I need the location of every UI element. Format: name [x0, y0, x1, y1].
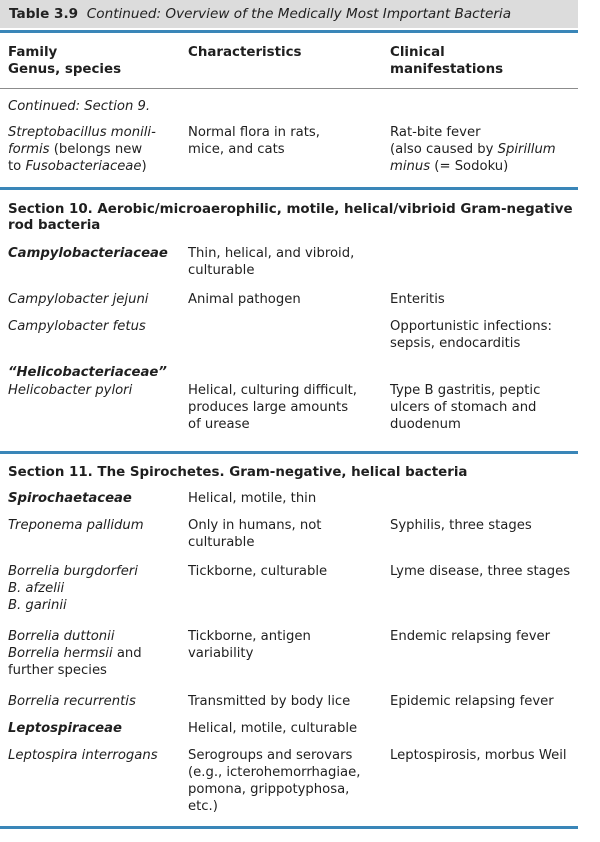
family-spirochaetaceae: Spirochaetaceae [8, 491, 132, 506]
characteristics: Only in humans, not culturable [188, 518, 322, 550]
species-fetus: Campylobacter fetus [8, 319, 146, 334]
characteristics: Helical, motile, culturable [188, 721, 358, 736]
header-family: Family Genus, species [8, 45, 122, 77]
species-pallidum: Treponema pallidum [8, 518, 144, 533]
section-11-heading: Section 11. The Spirochetes. Gram-negative, helical bacteria [8, 465, 468, 480]
title-rule [0, 30, 578, 33]
characteristics: Tickborne, culturable [188, 564, 328, 579]
table-title [0, 0, 578, 28]
section-rule [0, 451, 578, 454]
species-interrogans: Leptospira interrogans [8, 748, 158, 763]
table-page: Table 3.9 Continued: Overview of the Medically Most Important Bacteria Family Genus, species Characteristics Clinical manifestations Continued: Section 9. Streptobacillus monili- formis (belongs new to Fusobacteriaceae) Normal flora in rats, mice, and cats Rat-bite fever (also caused by Spirillum minus (= Sodoku) Section 10. Aerobic/microaerophilic, motile, helical/vibrioid Gram-negative rod bacteria Campylobacteriaceae Thin, helical, and vibroid, culturable Campylobacter jejuni Animal pathogen Enteritis Campylobacter fetus Opportunistic infections: sepsis, endocarditis “Helicobacteriaceae” Helicobacter pylori Helical, culturing difficult, produces large amounts of urease Type B gastritis, peptic ulcers of stomach and duodenum Section 11. The Spirochetes. Gram-negative, helical bacteria Spirochaetaceae Helical, motile, thin Treponema pallidum Only in humans, not culturable Syphilis, three stages Borrelia burgdorferi B. afzelii B. garinii Tickborne, culturable Lyme disease, three stages Borrelia duttonii Borrelia hermsii and further species Tickborne, antigen variability Endemic relapsing fever Borrelia recurrentis Transmitted by body lice Epidemic relapsing fever Leptospiraceae Helical, motile, culturable Leptospira interrogans Serogroups and serovars (e.g., icterohemorrhagiae, pomona, grippotyphosa, etc.) Leptospirosis, morbus Weil [0, 0, 600, 842]
clinical: Lyme disease, three stages [390, 564, 571, 579]
clinical: Syphilis, three stages [390, 518, 532, 533]
characteristics: Normal flora in rats, mice, and cats [188, 125, 320, 157]
header-characteristics: Characteristics [188, 45, 302, 60]
characteristics: Helical, culturing difficult, produces large amounts of urease [188, 383, 357, 432]
clinical: Type B gastritis, peptic ulcers of stomach and duodenum [390, 383, 541, 432]
clinical: Opportunistic infections: sepsis, endocarditis [390, 319, 552, 351]
family-campylobacteriaceae: Campylobacteriaceae [8, 246, 168, 261]
family-helicobacteriaceae: “Helicobacteriaceae” [8, 365, 167, 380]
clinical: Rat-bite fever (also caused by Spirillum minus (= Sodoku) [390, 125, 556, 174]
clinical: Enteritis [390, 292, 445, 307]
species-jejuni: Campylobacter jejuni [8, 292, 149, 307]
clinical: Leptospirosis, morbus Weil [390, 748, 567, 763]
characteristics: Thin, helical, and vibroid, culturable [188, 246, 355, 278]
section-10-heading: Section 10. Aerobic/microaerophilic, motile, helical/vibrioid Gram-negative rod bacteria [8, 202, 573, 233]
bottom-rule [0, 826, 578, 829]
genus-streptobacillus: Streptobacillus monili- formis (belongs new to Fusobacteriaceae) [8, 125, 156, 174]
species-burgdorferi: Borrelia burgdorferi B. afzelii B. garinii [8, 564, 138, 613]
species-recurrentis: Borrelia recurrentis [8, 694, 136, 709]
table-number: Table 3.9 [9, 6, 79, 22]
characteristics: Helical, motile, thin [188, 491, 317, 506]
section-rule [0, 187, 578, 190]
species-duttonii: Borrelia duttonii Borrelia hermsii and further species [8, 629, 142, 678]
table-caption: Continued: Overview of the Medically Most Important Bacteria [86, 6, 512, 22]
species-pylori: Helicobacter pylori [8, 383, 133, 398]
characteristics: Tickborne, antigen variability [188, 629, 311, 661]
clinical: Endemic relapsing fever [390, 629, 551, 644]
header-clinical: Clinical manifestations [390, 45, 504, 77]
clinical: Epidemic relapsing fever [390, 694, 554, 709]
characteristics: Animal pathogen [188, 292, 301, 307]
header-rule [0, 88, 578, 89]
characteristics: Serogroups and serovars (e.g., icterohemorrhagiae, pomona, grippotyphosa, etc.) [188, 748, 361, 814]
characteristics: Transmitted by body lice [188, 694, 351, 709]
family-leptospiraceae: Leptospiraceae [8, 721, 122, 736]
